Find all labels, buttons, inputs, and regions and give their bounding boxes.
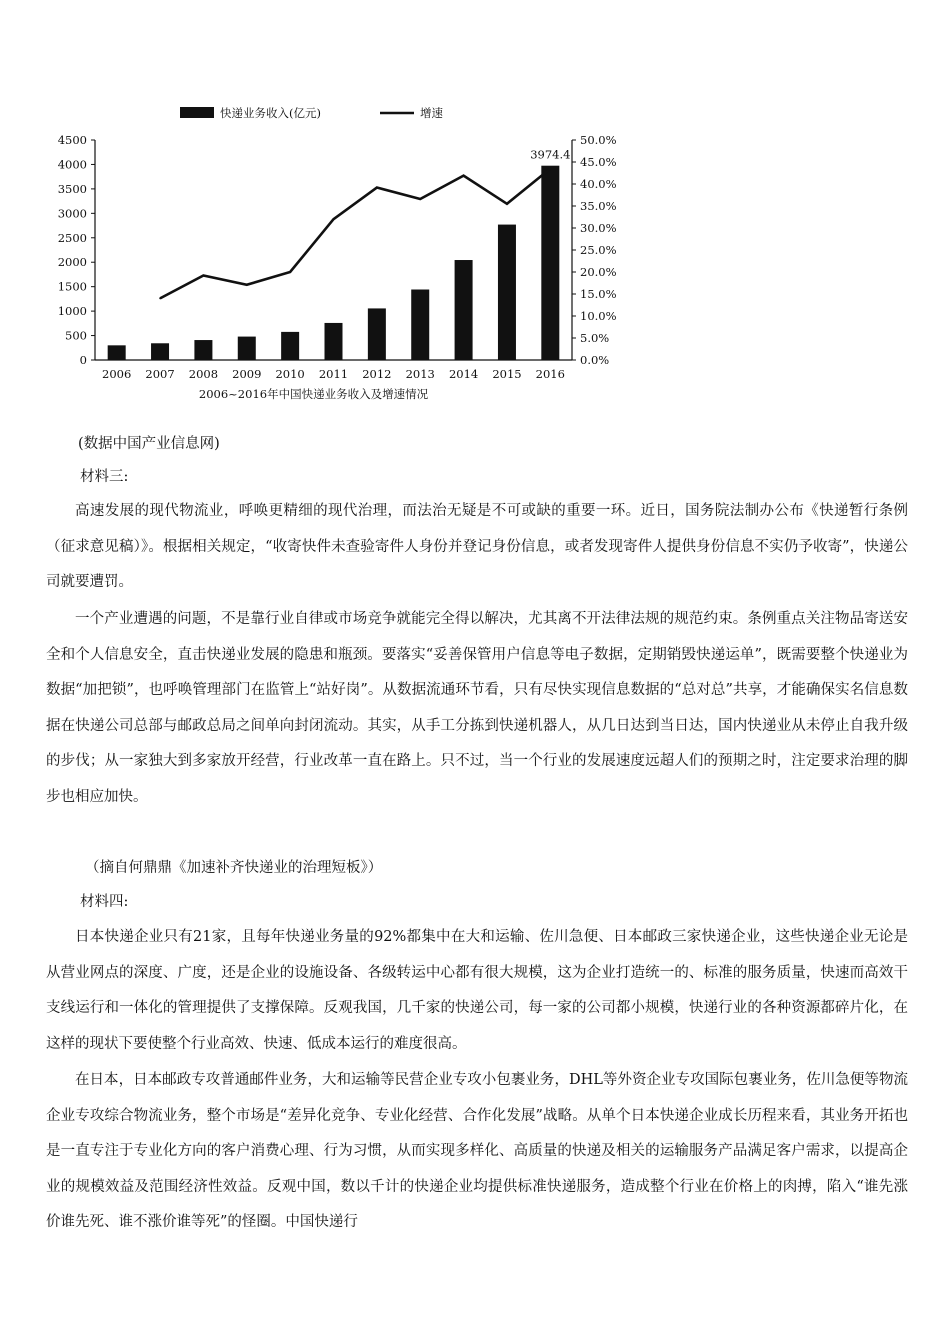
y-left-tick-label: 1000 [57,304,87,319]
data-source-note: (数据中国产业信息网) [78,436,220,452]
material4-paragraph-1: 日本快递企业只有21家，且每年快递业务量的92%都集中在大和运输、佐川急便、日本邮政三家快递企业，这些快递企业无论是从营业网点的深度、广度，还是企业的设施设备、各级转运中心都有很大规模，这为企业打造统一的、标准的服务质量，快速而高效干支线运行和一体化的管理提供了支撑保障。反观我国，几千家的快递公司，每一家的公司都小规模，快递行业的各种资源都碎片化，在这样的现状下要使整个行业高效、快速、低成本运行的难度很高。 [46,929,908,1052]
growth-rate-line [160,169,550,299]
material3-paragraph-1: 高速发展的现代物流业，呼唤更精细的现代治理，而法治无疑是不可或缺的重要一环。近日，国务院法制办公布《快递暂行条例（征求意见稿）》。根据相关规定，“收寄快件未查验寄件人身份并登记身份信息，或者发现寄件人提供身份信息不实仍予收寄”，快递公司就要遭罚。 [46,503,908,591]
material3-paragraph-2: 一个产业遭遇的问题，不是靠行业自律或市场竞争就能完全得以解决，尤其离不开法律法规的规范约束。条例重点关注物品寄送安全和个人信息安全，直击快递业发展的隐患和瓶颈。要落实“妥善保管用户信息等电子数据，定期销毁快递运单”，既需要整个快递业为数据“加把锁”，也呼唤管理部门在监管上“站好岗”。从数据流通环节看，只有尽快实现信息数据的“总对总”共享，才能确保实名信息数据在快递公司总部与邮政总局之间单向封闭流动。其实，从手工分拣到快递机器人，从几日达到当日达，国内快递业从未停止自我升级的步伐；从一家独大到多家放开经营，行业改革一直在路上。只不过，当一个行业的发展速度远超人们的预期之时，注定要求治理的脚步也相应加快。 [46,611,908,805]
growth-point-2008 [203,275,205,277]
x-tick-label: 2010 [275,367,305,381]
y-left-tick-label: 4000 [57,157,87,172]
chart-title: 2006~2016年中国快递业务收入及增速情况 [198,387,429,401]
y-left-tick-label: 3500 [57,181,87,196]
y-right-tick-label: 20.0% [580,265,617,279]
y-right-tick-label: 40.0% [580,177,617,191]
growth-point-2010 [289,271,291,273]
y-right-tick-label: 0.0% [580,353,610,367]
bar-2011 [325,323,343,360]
x-tick-label: 2007 [145,367,175,381]
legend-line-label: 增速 [420,106,443,120]
y-left-tick-label: 3000 [57,206,87,221]
y-right-tick-label: 50.0% [580,133,617,147]
x-tick-label: 2006 [102,367,132,381]
x-tick-label: 2016 [535,367,565,381]
material4-paragraph-2: 在日本，日本邮政专攻普通邮件业务，大和运输等民营企业专攻小包裹业务，DHL等外资企业专攻国际包裹业务，佐川急便等物流企业专攻综合物流业务，整个市场是“差异化竞争、专业化经营、合作化发展”战略。从单个日本快递企业成长历程来看，其业务开拓也是一直专注于专业化方向的客户消费心理、行为习惯，从而实现多样化、高质量的快递及相关的运输服务产品满足客户需求，以提高企业的规模效益及范围经济性效益。反观中国，数以千计的快递企业均提供标准快递服务，造成整个行业在价格上的肉搏，陷入“谁先涨价谁先死、谁不涨价谁等死”的怪圈。中国快递行 [46,1072,908,1231]
legend-bar-swatch [180,107,214,118]
bar-2006 [108,345,126,360]
legend-bar-label: 快递业务收入(亿元) [220,106,321,120]
y-left-tick-label: 2500 [57,230,87,245]
bar-2008 [194,340,212,360]
y-left-tick-label: 2000 [57,255,87,270]
y-right-tick-label: 25.0% [580,243,617,257]
x-tick-label: 2009 [232,367,262,381]
y-right-tick-label: 45.0% [580,155,617,169]
bar-2015 [498,225,516,360]
material4-label: 材料四: [80,894,129,910]
growth-point-2011 [333,218,335,220]
bar-2010 [281,332,299,360]
y-left-tick-label: 4500 [57,133,87,147]
y-right-tick-label: 5.0% [580,331,610,345]
x-tick-label: 2011 [318,367,349,381]
bar-2013 [411,290,429,360]
y-left-tick-label: 0 [79,353,87,367]
bar-2009 [238,337,256,360]
y-right-tick-label: 30.0% [580,221,617,235]
growth-point-2013 [419,198,421,200]
y-right-tick-label: 35.0% [580,199,617,213]
y-right-tick-label: 10.0% [580,309,617,323]
growth-point-2007 [159,298,161,300]
growth-point-2014 [463,175,465,177]
growth-point-2012 [376,187,378,189]
y-right-tick-label: 15.0% [580,287,617,301]
bar-2016 [541,166,559,360]
revenue-growth-chart [40,98,640,410]
growth-point-2009 [246,284,248,286]
x-tick-label: 2013 [405,367,435,381]
x-tick-label: 2015 [492,367,522,381]
bar-data-label: 3974.4 [530,147,571,162]
x-tick-label: 2014 [448,367,479,381]
growth-point-2016 [550,168,552,170]
bar-2012 [368,308,386,360]
x-tick-label: 2012 [362,367,392,381]
growth-point-2015 [506,203,508,205]
bar-2014 [455,260,473,360]
y-left-tick-label: 500 [65,328,87,343]
bar-2007 [151,343,169,360]
y-left-tick-label: 1500 [57,279,87,294]
material3-label: 材料三: [80,469,129,485]
chart-svg [40,98,640,410]
material3-source: （摘自何鼎鼎《加速补齐快递业的治理短板》） [85,860,383,876]
x-tick-label: 2008 [188,367,219,381]
